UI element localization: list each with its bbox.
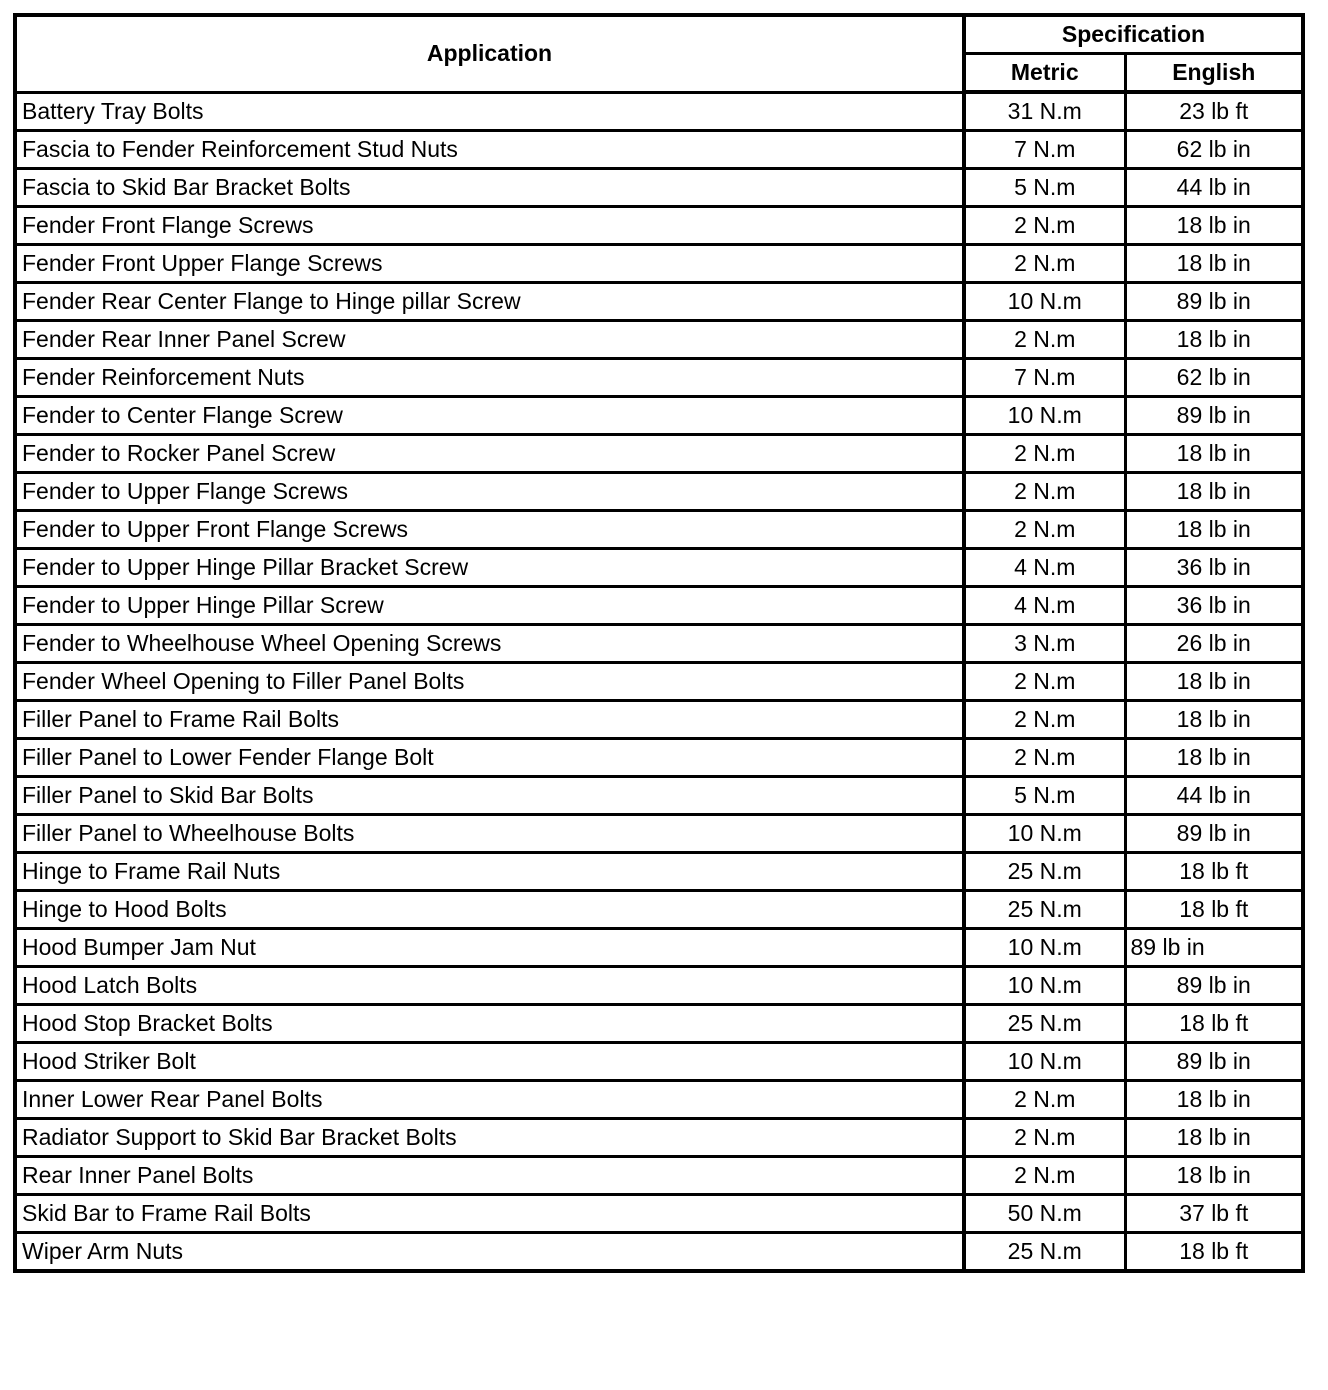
metric-value-cell: 2 N.m	[964, 739, 1125, 777]
application-cell: Fender to Rocker Panel Screw	[15, 435, 964, 473]
application-cell: Fascia to Skid Bar Bracket Bolts	[15, 169, 964, 207]
english-value-cell: 89 lb in	[1125, 397, 1303, 435]
table-row	[15, 435, 1303, 473]
metric-value-cell: 2 N.m	[964, 1081, 1125, 1119]
metric-value-cell: 7 N.m	[964, 131, 1125, 169]
metric-value-cell: 10 N.m	[964, 967, 1125, 1005]
table-row	[15, 815, 1303, 853]
metric-value-cell: 2 N.m	[964, 701, 1125, 739]
metric-value-cell: 3 N.m	[964, 625, 1125, 663]
metric-value-cell: 2 N.m	[964, 511, 1125, 549]
english-value-cell: 18 lb in	[1125, 1081, 1303, 1119]
application-cell: Hinge to Frame Rail Nuts	[15, 853, 964, 891]
table-row	[15, 967, 1303, 1005]
english-value-cell: 18 lb in	[1125, 739, 1303, 777]
english-value-cell: 18 lb ft	[1125, 891, 1303, 929]
english-value-cell: 26 lb in	[1125, 625, 1303, 663]
table-row	[15, 739, 1303, 777]
table-row	[15, 283, 1303, 321]
application-cell: Fender to Upper Front Flange Screws	[15, 511, 964, 549]
application-cell: Filler Panel to Skid Bar Bolts	[15, 777, 964, 815]
english-value-cell: 44 lb in	[1125, 169, 1303, 207]
application-cell: Hood Striker Bolt	[15, 1043, 964, 1081]
application-cell: Hood Stop Bracket Bolts	[15, 1005, 964, 1043]
fastener-torque-table	[13, 13, 1305, 1273]
specification-group-header: Specification	[964, 15, 1303, 54]
metric-value-cell: 5 N.m	[964, 169, 1125, 207]
header-row-top	[15, 15, 1303, 54]
metric-value-cell: 25 N.m	[964, 1005, 1125, 1043]
table-row	[15, 207, 1303, 245]
metric-value-cell: 50 N.m	[964, 1195, 1125, 1233]
application-cell: Filler Panel to Frame Rail Bolts	[15, 701, 964, 739]
metric-value-cell: 4 N.m	[964, 587, 1125, 625]
table-header	[15, 15, 1303, 92]
table-row	[15, 777, 1303, 815]
application-cell: Inner Lower Rear Panel Bolts	[15, 1081, 964, 1119]
application-cell: Radiator Support to Skid Bar Bracket Bolts	[15, 1119, 964, 1157]
metric-value-cell: 10 N.m	[964, 397, 1125, 435]
table-row	[15, 701, 1303, 739]
table-row	[15, 1005, 1303, 1043]
application-cell: Hood Bumper Jam Nut	[15, 929, 964, 967]
english-value-cell: 36 lb in	[1125, 549, 1303, 587]
application-cell: Hinge to Hood Bolts	[15, 891, 964, 929]
application-cell: Fender Rear Inner Panel Screw	[15, 321, 964, 359]
application-cell: Fender to Upper Hinge Pillar Bracket Screw	[15, 549, 964, 587]
english-value-cell: 44 lb in	[1125, 777, 1303, 815]
english-value-cell: 37 lb ft	[1125, 1195, 1303, 1233]
english-value-cell: 62 lb in	[1125, 131, 1303, 169]
english-value-cell: 18 lb ft	[1125, 1233, 1303, 1272]
metric-value-cell: 25 N.m	[964, 891, 1125, 929]
metric-value-cell: 7 N.m	[964, 359, 1125, 397]
table-row	[15, 853, 1303, 891]
english-value-cell: 18 lb in	[1125, 207, 1303, 245]
english-value-cell: 18 lb in	[1125, 321, 1303, 359]
metric-column-header: Metric	[964, 54, 1125, 93]
application-cell: Fascia to Fender Reinforcement Stud Nuts	[15, 131, 964, 169]
table-row	[15, 587, 1303, 625]
table-row	[15, 1043, 1303, 1081]
table-row	[15, 511, 1303, 549]
table-row	[15, 397, 1303, 435]
table-row	[15, 169, 1303, 207]
english-value-cell: 89 lb in	[1125, 929, 1303, 967]
english-value-cell: 89 lb in	[1125, 815, 1303, 853]
metric-value-cell: 2 N.m	[964, 1119, 1125, 1157]
application-cell: Wiper Arm Nuts	[15, 1233, 964, 1272]
application-column-header: Application	[15, 15, 964, 92]
metric-value-cell: 25 N.m	[964, 853, 1125, 891]
table-row	[15, 891, 1303, 929]
english-value-cell: 18 lb in	[1125, 435, 1303, 473]
application-cell: Fender to Upper Flange Screws	[15, 473, 964, 511]
table-row	[15, 1119, 1303, 1157]
table-row	[15, 321, 1303, 359]
metric-value-cell: 2 N.m	[964, 321, 1125, 359]
metric-value-cell: 10 N.m	[964, 283, 1125, 321]
metric-value-cell: 10 N.m	[964, 929, 1125, 967]
application-cell: Fender Reinforcement Nuts	[15, 359, 964, 397]
metric-value-cell: 2 N.m	[964, 435, 1125, 473]
metric-value-cell: 10 N.m	[964, 815, 1125, 853]
english-value-cell: 23 lb ft	[1125, 92, 1303, 131]
metric-value-cell: 2 N.m	[964, 473, 1125, 511]
application-cell: Battery Tray Bolts	[15, 92, 964, 131]
metric-value-cell: 2 N.m	[964, 663, 1125, 701]
application-cell: Fender to Wheelhouse Wheel Opening Screws	[15, 625, 964, 663]
english-value-cell: 18 lb in	[1125, 1157, 1303, 1195]
metric-value-cell: 2 N.m	[964, 207, 1125, 245]
table-row	[15, 1233, 1303, 1272]
english-value-cell: 18 lb in	[1125, 701, 1303, 739]
table-row	[15, 625, 1303, 663]
metric-value-cell: 2 N.m	[964, 245, 1125, 283]
metric-value-cell: 2 N.m	[964, 1157, 1125, 1195]
application-cell: Fender to Upper Hinge Pillar Screw	[15, 587, 964, 625]
table-row	[15, 473, 1303, 511]
table-row	[15, 1195, 1303, 1233]
english-value-cell: 18 lb in	[1125, 511, 1303, 549]
metric-value-cell: 10 N.m	[964, 1043, 1125, 1081]
english-value-cell: 89 lb in	[1125, 283, 1303, 321]
table-body	[15, 92, 1303, 1271]
application-cell: Filler Panel to Wheelhouse Bolts	[15, 815, 964, 853]
english-value-cell: 18 lb ft	[1125, 1005, 1303, 1043]
metric-value-cell: 31 N.m	[964, 92, 1125, 131]
table-row	[15, 663, 1303, 701]
application-cell: Rear Inner Panel Bolts	[15, 1157, 964, 1195]
english-value-cell: 18 lb ft	[1125, 853, 1303, 891]
english-value-cell: 18 lb in	[1125, 1119, 1303, 1157]
application-cell: Fender to Center Flange Screw	[15, 397, 964, 435]
application-cell: Fender Wheel Opening to Filler Panel Bolts	[15, 663, 964, 701]
english-value-cell: 18 lb in	[1125, 245, 1303, 283]
application-cell: Fender Rear Center Flange to Hinge pillar Screw	[15, 283, 964, 321]
table-row	[15, 929, 1303, 967]
application-cell: Hood Latch Bolts	[15, 967, 964, 1005]
application-cell: Filler Panel to Lower Fender Flange Bolt	[15, 739, 964, 777]
table-row	[15, 1081, 1303, 1119]
english-value-cell: 89 lb in	[1125, 1043, 1303, 1081]
table-row	[15, 549, 1303, 587]
table-row	[15, 359, 1303, 397]
application-cell: Skid Bar to Frame Rail Bolts	[15, 1195, 964, 1233]
english-column-header: English	[1125, 54, 1303, 93]
english-value-cell: 36 lb in	[1125, 587, 1303, 625]
english-value-cell: 62 lb in	[1125, 359, 1303, 397]
application-cell: Fender Front Upper Flange Screws	[15, 245, 964, 283]
metric-value-cell: 4 N.m	[964, 549, 1125, 587]
table-row	[15, 131, 1303, 169]
application-cell: Fender Front Flange Screws	[15, 207, 964, 245]
table-row	[15, 1157, 1303, 1195]
english-value-cell: 89 lb in	[1125, 967, 1303, 1005]
table-row	[15, 92, 1303, 131]
metric-value-cell: 5 N.m	[964, 777, 1125, 815]
table-row	[15, 245, 1303, 283]
english-value-cell: 18 lb in	[1125, 473, 1303, 511]
metric-value-cell: 25 N.m	[964, 1233, 1125, 1272]
english-value-cell: 18 lb in	[1125, 663, 1303, 701]
